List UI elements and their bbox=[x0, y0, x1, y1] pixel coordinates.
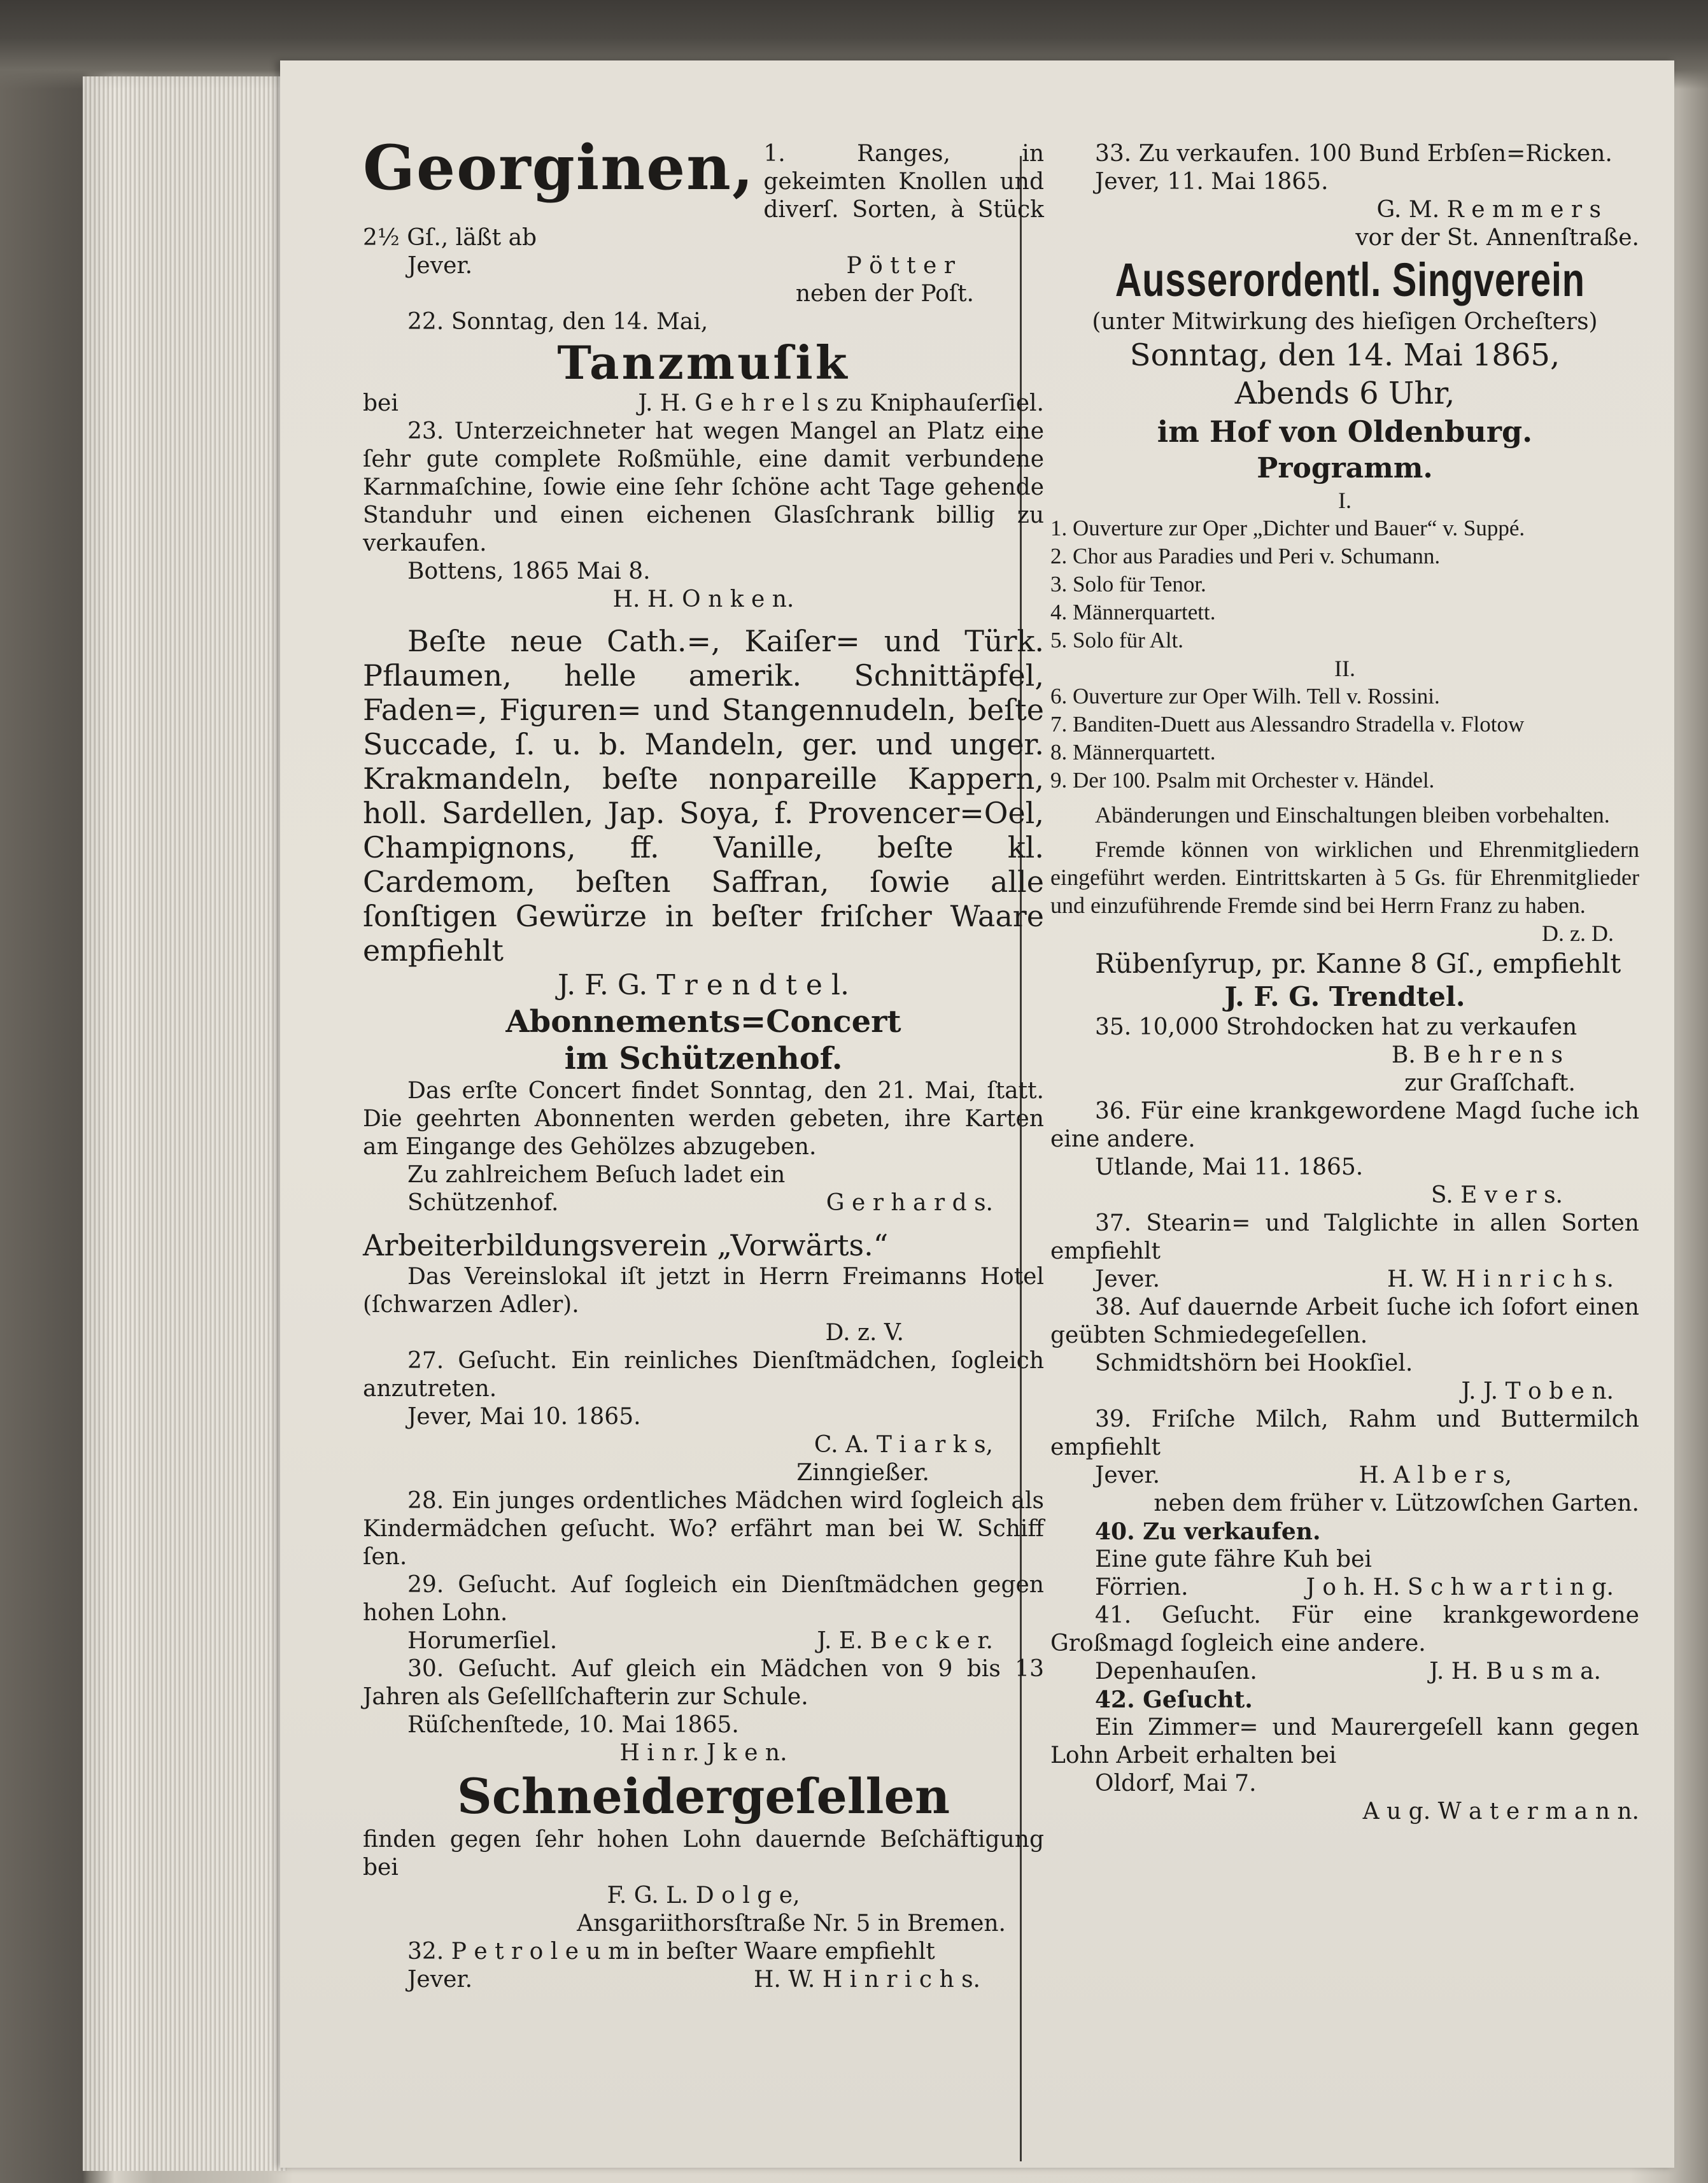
trendtel-name: J. F. G. T r e n d t e l. bbox=[557, 969, 849, 1001]
ad39-place: Jever. bbox=[1095, 1462, 1161, 1488]
ad41-place: Depenhauſen. bbox=[1095, 1658, 1257, 1685]
ad29-name: J. E. B e c k e r. bbox=[817, 1628, 993, 1654]
ad32-name: H. W. H i n r i c h s. bbox=[753, 1967, 980, 1993]
newspaper-page bbox=[280, 60, 1674, 2168]
georginen-place: Jever. bbox=[407, 253, 473, 279]
schneider-name: F. G. L. D o l g e, bbox=[607, 1883, 800, 1909]
tanzmusik-heading: Tanzmuſik bbox=[557, 336, 850, 390]
ad22-line: 22. Sonntag, den 14. Mai, bbox=[407, 309, 709, 335]
georginen-heading: Georginen, bbox=[363, 132, 755, 204]
programm-item: 4. Männerquartett. bbox=[1050, 600, 1216, 625]
ad40-name: J o h. H. S c h w a r t i n g. bbox=[1306, 1574, 1614, 1600]
ad42-name: A u g. W a t e r m a n n. bbox=[1362, 1798, 1639, 1825]
ad37-place: Jever. bbox=[1095, 1266, 1161, 1292]
programm-item: 6. Ouverture zur Oper Wilh. Tell v. Rossini. bbox=[1050, 684, 1440, 709]
ad29-place: Horumerſiel. bbox=[407, 1628, 558, 1654]
ad39-name: H. A l b e r s, bbox=[1359, 1462, 1512, 1488]
ad27-name: C. A. T i a r k s, bbox=[814, 1432, 993, 1458]
ad33-date: Jever, 11. Mai 1865. bbox=[1095, 169, 1329, 195]
ad-georginen bbox=[363, 132, 1044, 308]
ad29-text: 29. Geſucht. Auf ſogleich ein Dienſtmädchen gegen hohen Lohn. bbox=[363, 1572, 1044, 1626]
ad33-text: 33. Zu verkaufen. 100 Bund Erbſen=Ricken. bbox=[1095, 141, 1613, 167]
verein-heading: Arbeiterbildungsverein „Vorwärts.“ bbox=[363, 1228, 889, 1262]
ad30-text: 30. Geſucht. Auf gleich ein Mädchen von 9 bis 13 Jahren als Geſellſchafterin zur Schule. bbox=[363, 1656, 1044, 1710]
concert-heading-2: im Schützenhof. bbox=[564, 1041, 843, 1077]
singverein-heading: Ausserordentl. Singverein bbox=[1115, 253, 1585, 306]
ad39-addr: neben dem früher v. Lützowſchen Garten. bbox=[1154, 1490, 1639, 1516]
ad-verein bbox=[363, 1227, 1044, 1347]
ad27-trade: Zinngießer. bbox=[796, 1460, 929, 1486]
ad37-text: 37. Stearin= und Talglichte in allen Sorten empfiehlt bbox=[1050, 1210, 1639, 1264]
ad36-date: Utlande, Mai 11. 1865. bbox=[1095, 1154, 1364, 1180]
singverein-note-2: Fremde können von wirklichen und Ehrenmitgliedern eingeführt werden. Eintrittskarten à 5 Gs. für Ehrenmitglieder und einzuführende Fremde sind bei Herrn Franz zu haben. bbox=[1050, 837, 1639, 918]
ad35-addr: zur Graſſchaft. bbox=[1404, 1070, 1576, 1096]
schneider-addr: Ansgariithorsſtraße Nr. 5 in Bremen. bbox=[577, 1911, 1006, 1937]
ad22-host: J. H. G e h r e l s zu Kniphauſerſiel. bbox=[638, 390, 1044, 416]
georginen-text: 1. Ranges, in gekeimten Knollen und diverſ. Sorten, à Stück 2½ Gſ., läßt ab bbox=[363, 141, 1044, 251]
ad38-text: 38. Auf dauernde Arbeit ſuche ich ſofort einen geübten Schmiedegeſellen. bbox=[1050, 1294, 1639, 1348]
programm-part-2: II. bbox=[1334, 656, 1355, 681]
ad39-text: 39. Friſche Milch, Rahm und Buttermilch empfiehlt bbox=[1050, 1406, 1639, 1460]
ad-42 bbox=[1050, 1686, 1639, 1826]
ad33-name: G. M. R e m m e r s bbox=[1376, 197, 1601, 223]
ad40-text: Eine gute fähre Kuh bei bbox=[1095, 1546, 1372, 1572]
schneider-text: finden gegen ſehr hohen Lohn dauernde Beſchäftigung bei bbox=[363, 1826, 1044, 1881]
ad36-text: 36. Für eine krankgewordene Magd ſuche ich eine andere. bbox=[1050, 1098, 1639, 1152]
ad38-name: J. J. T o b e n. bbox=[1461, 1378, 1614, 1404]
singverein-sig: D. z. D. bbox=[1542, 921, 1614, 946]
ad32-text: 32. P e t r o l e u m in beſter Waare empfiehlt bbox=[407, 1939, 935, 1965]
ad42-head: 42. Geſucht. bbox=[1095, 1686, 1253, 1713]
ad33-addr: vor der St. Annenſtraße. bbox=[1355, 225, 1639, 251]
ad41-name: J. H. B u s m a. bbox=[1429, 1658, 1601, 1685]
verein-sig: D. z. V. bbox=[825, 1320, 904, 1346]
programm-item: 9. Der 100. Psalm mit Orchester v. Händel. bbox=[1050, 768, 1435, 793]
singverein-venue: im Hof von Oldenburg. bbox=[1157, 414, 1533, 449]
ad-singverein bbox=[1050, 252, 1639, 947]
ad-concert bbox=[363, 1003, 1044, 1217]
ruben-text: Rübenſyrup, pr. Kanne 8 Gſ., empfiehlt bbox=[1095, 948, 1621, 979]
concert-name: G e r h a r d s. bbox=[826, 1190, 993, 1216]
programm-heading: Programm. bbox=[1257, 452, 1433, 484]
singverein-note-1: Abänderungen und Einschaltungen bleiben vorbehalten. bbox=[1095, 802, 1610, 828]
ad30-name: H i n r. J k e n. bbox=[619, 1740, 787, 1766]
georginen-addr: neben der Poſt. bbox=[795, 281, 974, 307]
ad-28 bbox=[363, 1487, 1044, 1571]
ad-trendtel bbox=[363, 624, 1044, 1003]
ad27-date: Jever, Mai 10. 1865. bbox=[407, 1404, 641, 1430]
right-column bbox=[1050, 140, 1639, 1826]
ad42-date: Oldorf, Mai 7. bbox=[1095, 1770, 1257, 1797]
ad-38 bbox=[1050, 1294, 1639, 1406]
ad35-text: 35. 10,000 Strohdocken hat zu verkaufen bbox=[1095, 1014, 1577, 1040]
ruben-name: J. F. G. Trendtel. bbox=[1224, 981, 1465, 1012]
ad40-head: 40. Zu verkaufen. bbox=[1095, 1518, 1321, 1545]
concert-text: Das erſte Concert findet Sonntag, den 21. Mai, ſtatt. Die geehrten Abonnenten werden gebeten, ihre Karten am Eingange des Gehölzes abzugeben. bbox=[363, 1078, 1044, 1160]
ad38-place: Schmidtshörn bei Hookſiel. bbox=[1095, 1350, 1413, 1376]
concert-heading-1: Abonnements=Concert bbox=[505, 1004, 901, 1040]
ad-22 bbox=[363, 308, 1044, 418]
ad42-text: Ein Zimmer= und Maurergeſell kann gegen Lohn Arbeit erhalten bei bbox=[1050, 1714, 1639, 1769]
ad-41 bbox=[1050, 1602, 1639, 1686]
ad28-text: 28. Ein junges ordentliches Mädchen wird ſogleich als Kindermädchen geſucht. Wo? erfährt man bei W. Schiff ſen. bbox=[363, 1488, 1044, 1570]
ad-33 bbox=[1050, 140, 1639, 252]
ad-27 bbox=[363, 1347, 1044, 1487]
programm-item: 1. Ouverture zur Oper „Dichter und Bauer“ v. Suppé. bbox=[1050, 516, 1525, 540]
ad22-bei: bei bbox=[363, 390, 399, 416]
schneider-heading: Schneidergeſellen bbox=[456, 1768, 950, 1825]
ad-ruebensyrup bbox=[1050, 947, 1639, 1014]
ad-32 bbox=[363, 1938, 1044, 1994]
ad-23 bbox=[363, 418, 1044, 614]
ad37-name: H. W. H i n r i c h s. bbox=[1387, 1266, 1614, 1292]
concert-place: Schützenhof. bbox=[407, 1190, 559, 1216]
ad36-name: S. E v e r s. bbox=[1430, 1182, 1563, 1208]
concert-invite: Zu zahlreichem Beſuch ladet ein bbox=[407, 1162, 786, 1188]
page-edges bbox=[83, 76, 286, 2171]
georginen-name: P ö t t e r bbox=[846, 253, 955, 279]
ad-schneider bbox=[363, 1767, 1044, 1938]
programm-item: 2. Chor aus Paradies und Peri v. Schumann. bbox=[1050, 544, 1441, 569]
ad41-text: 41. Geſucht. Für eine krankgewordene Großmagd ſogleich eine andere. bbox=[1050, 1602, 1639, 1657]
ad-30 bbox=[363, 1655, 1044, 1767]
singverein-sub: (unter Mitwirkung des hieſigen Orcheſters) bbox=[1092, 309, 1598, 335]
ad-36 bbox=[1050, 1098, 1639, 1210]
ad-40 bbox=[1050, 1518, 1639, 1602]
ad-29 bbox=[363, 1571, 1044, 1655]
trendtel-text: Beſte neue Cath.=, Kaiſer= und Türk. Pflaumen, helle amerik. Schnittäpfel, Faden=, Figuren= und Stangennudeln, beſte Succade, ſ. u. b. Mandeln, ger. und unger. Krakmandeln, beſte nonpareille Kappern, holl. Sardellen, Jap. Soya, f. Provencer=Oel, Champignons, ff. Vanille, beſte kl. Cardemom, beſten Saffran, ſowie alle ſonſtigen Gewürze in beſter friſcher Waare empfiehlt bbox=[363, 624, 1044, 968]
ad32-place: Jever. bbox=[407, 1967, 473, 1993]
ad23-date: Bottens, 1865 Mai 8. bbox=[407, 558, 651, 584]
singverein-date: Sonntag, den 14. Mai 1865, bbox=[1129, 337, 1560, 373]
ad-35 bbox=[1050, 1014, 1639, 1098]
programm-item: 3. Solo für Tenor. bbox=[1050, 572, 1206, 597]
ad27-text: 27. Geſucht. Ein reinliches Dienſtmädchen, ſogleich anzutreten. bbox=[363, 1348, 1044, 1402]
left-column bbox=[363, 132, 1044, 1994]
programm-part-1: I. bbox=[1338, 488, 1352, 513]
ad23-text: 23. Unterzeichneter hat wegen Mangel an Platz eine ſehr gute complete Roßmühle, eine damit verbundene Karnmaſchine, ſowie eine ſehr ſchöne acht Tage gehende Standuhr und einen eichenen Glasſchrank billig zu verkaufen. bbox=[363, 418, 1044, 556]
programm-item: 8. Männerquartett. bbox=[1050, 740, 1216, 765]
ad-37 bbox=[1050, 1210, 1639, 1294]
ad23-name: H. H. O n k e n. bbox=[612, 586, 794, 612]
singverein-time: Abends 6 Uhr, bbox=[1234, 376, 1455, 411]
ad30-date: Rüſchenſtede, 10. Mai 1865. bbox=[407, 1712, 739, 1738]
programm-item: 7. Banditen-Duett aus Alessandro Stradella v. Flotow bbox=[1050, 712, 1525, 737]
verein-text: Das Vereinslokal iſt jetzt in Herrn Freimanns Hotel (ſchwarzen Adler). bbox=[363, 1264, 1044, 1318]
ad35-name: B. B e h r e n s bbox=[1391, 1042, 1563, 1068]
ad40-place: Förrien. bbox=[1095, 1574, 1189, 1600]
ad-39 bbox=[1050, 1406, 1639, 1518]
programm-item: 5. Solo für Alt. bbox=[1050, 628, 1184, 653]
